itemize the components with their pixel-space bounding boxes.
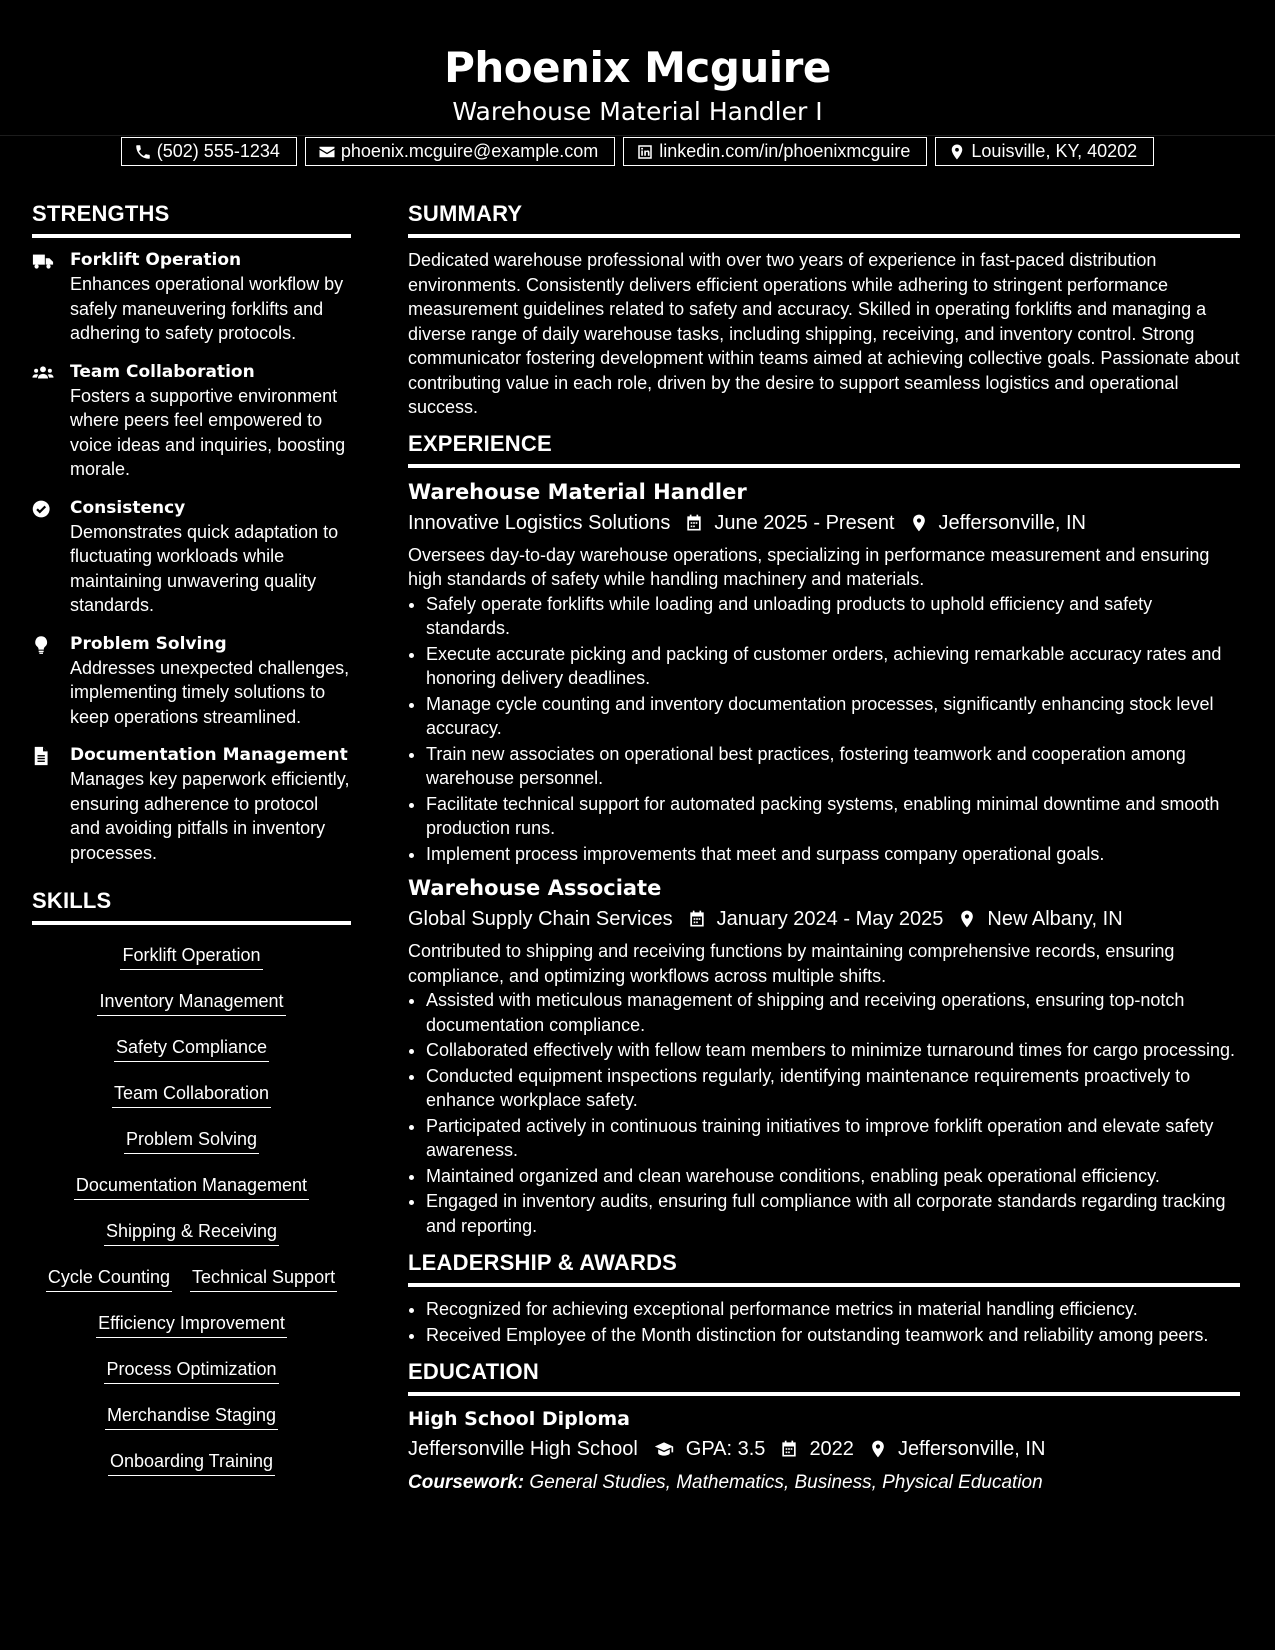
job-description: Contributed to shipping and receiving functions by maintaining comprehensive records, ensuring compliance, and optimizing workflows across multiple shifts.: [408, 941, 1175, 986]
coursework-label: Coursework:: [408, 1472, 525, 1493]
skill-tag: Process Optimization: [104, 1357, 278, 1384]
calendar-icon: [687, 909, 707, 929]
job-company: Global Supply Chain Services: [408, 908, 673, 930]
leadership-bullets: [408, 1297, 1240, 1347]
skill-tag: Merchandise Staging: [105, 1403, 278, 1430]
strength-title: Team Collaboration: [70, 361, 255, 382]
map-pin-icon: [909, 513, 929, 533]
job-bullet: • Facilitate technical support for automated packing systems, enabling minimal downtime and smooth production runs.: [426, 792, 1240, 841]
graduation-cap-icon: [652, 1439, 676, 1459]
job-bullet: • Collaborated effectively with fellow team members to minimize turnaround times for cargo processing.: [426, 1038, 1240, 1063]
summary-heading: SUMMARY: [408, 200, 1240, 238]
strength-title: Consistency: [70, 497, 186, 518]
contact-phone-text: (502) 555-1234: [156, 141, 280, 161]
job-bullet: • Participated actively in continuous training initiatives to improve forklift operation and elevate safety awareness.: [426, 1114, 1240, 1163]
check-circle-icon: [32, 499, 54, 519]
skill-tag: Team Collaboration: [112, 1081, 271, 1108]
strength-title: Documentation Management: [70, 745, 348, 765]
coursework-list: General Studies, Mathematics, Business, Physical Education: [529, 1472, 1043, 1493]
strength-item: [32, 743, 351, 865]
experience-heading: EXPERIENCE: [408, 430, 1240, 468]
education-meta: [408, 1435, 1240, 1463]
education-school: Jeffersonville High School: [408, 1438, 638, 1460]
education-gpa: GPA: 3.5: [685, 1438, 766, 1460]
education-degree: High School Diploma: [408, 1408, 630, 1430]
job-bullet: • Safely operate forklifts while loading and unloading products to uphold efficiency and safety standards.: [426, 592, 1240, 641]
education-year: 2022: [809, 1438, 854, 1460]
strength-desc: Fosters a supportive environment where peers feel empowered to voice ideas and inquiries, boosting morale.: [70, 385, 346, 479]
truck-icon: [32, 251, 54, 271]
strength-item: [32, 248, 351, 346]
strength-item: [32, 496, 351, 618]
linkedin-icon: [636, 143, 654, 161]
users-icon: [32, 363, 54, 383]
job-bullets: [408, 592, 1240, 867]
job-bullet: • Manage cycle counting and inventory documentation processes, significantly enhancing stock level accuracy.: [426, 692, 1240, 741]
education-location: Jeffersonville, IN: [897, 1438, 1046, 1460]
skill-tag: Problem Solving: [124, 1127, 259, 1154]
job-title: Warehouse Associate: [408, 876, 662, 900]
contact-phone[interactable]: [121, 137, 297, 166]
strength-item: [32, 632, 351, 730]
contact-location: [935, 137, 1154, 166]
contact-bar: [0, 137, 1275, 166]
skill-tag: Technical Support: [190, 1265, 337, 1292]
map-pin-icon: [948, 143, 966, 161]
strength-desc: Enhances operational workflow by safely maneuvering forklifts and adhering to safety protocols.: [70, 274, 344, 343]
envelope-icon: [318, 143, 336, 161]
job-company: Innovative Logistics Solutions: [408, 511, 671, 534]
job-description: Oversees day-to-day warehouse operations, specializing in performance measurement and ensuring high standards of safety while handling machinery and materials.: [408, 544, 1210, 589]
strengths-heading: STRENGTHS: [32, 200, 351, 238]
contact-email-text: phoenix.mcguire@example.com: [340, 141, 599, 161]
contact-linkedin-text: linkedin.com/in/phoenixmcguire: [659, 141, 911, 161]
skills-list: [32, 943, 351, 1495]
contact-location-text: Louisville, KY, 40202: [971, 141, 1138, 161]
skills-heading: SKILLS: [32, 887, 351, 925]
job-bullet: • Implement process improvements that meet and surpass company operational goals.: [426, 842, 1240, 867]
phone-icon: [134, 143, 152, 161]
calendar-icon: [779, 1439, 799, 1459]
strength-item: [32, 360, 351, 482]
job-bullet: • Maintained organized and clean warehouse conditions, enabling peak operational efficiency.: [426, 1164, 1240, 1189]
map-pin-icon: [868, 1439, 888, 1459]
strength-desc: Addresses unexpected challenges, implementing timely solutions to keep operations streamlined.: [70, 657, 350, 727]
calendar-icon: [684, 513, 704, 533]
document-icon: [32, 746, 54, 766]
candidate-title: Warehouse Material Handler I: [452, 97, 823, 126]
strength-title: Forklift Operation: [70, 250, 242, 270]
job-bullet: • Engaged in inventory audits, ensuring full compliance with all corporate standards regarding tracking and reporting.: [426, 1189, 1240, 1238]
skill-tag: Safety Compliance: [114, 1035, 269, 1062]
lightbulb-icon: [32, 635, 54, 655]
contact-email[interactable]: [305, 137, 615, 166]
job-title: Warehouse Material Handler: [408, 479, 747, 504]
job-meta: [408, 905, 1240, 933]
skill-tag: Inventory Management: [97, 989, 285, 1016]
award-bullet: • Recognized for achieving exceptional performance metrics in material handling efficiency.: [426, 1297, 1240, 1322]
summary-text: Dedicated warehouse professional with over two years of experience in fast-paced distribution environments. Consistently delivers efficient operations while adhering to stringent performance measurement guidelines related to safety and accuracy. Skilled in operating forklifts and managing a diverse range of daily warehouse tasks, including shipping, receiving, and inventory control. Strong communicator fostering development within teams aimed at achieving collective goals. Passionate about contributing value in each role, driven by the desire to support seamless logistics and operational success.: [408, 250, 1240, 417]
job-dates: January 2024 - May 2025: [716, 908, 944, 930]
job-location: New Albany, IN: [987, 908, 1123, 930]
leadership-heading: LEADERSHIP & AWARDS: [408, 1249, 1240, 1287]
skill-tag: Onboarding Training: [108, 1449, 275, 1476]
right-column: [408, 200, 1240, 1497]
job-bullet: • Execute accurate picking and packing of customer orders, achieving remarkable accuracy rates and honoring delivery deadlines.: [426, 642, 1240, 691]
job-bullet: • Train new associates on operational best practices, fostering teamwork and cooperation among warehouse personnel.: [426, 742, 1240, 791]
left-column: [32, 200, 351, 1495]
map-pin-icon: [957, 909, 977, 929]
job-entry: [408, 478, 1240, 867]
resume-header: [0, 0, 1275, 161]
job-bullets: [408, 988, 1240, 1238]
strength-title: Problem Solving: [70, 633, 227, 654]
education-coursework: [408, 1469, 1240, 1497]
skill-tag: Forklift Operation: [120, 943, 262, 970]
job-dates: June 2025 - Present: [714, 511, 895, 534]
job-entry: [408, 874, 1240, 1238]
skill-tag: Efficiency Improvement: [96, 1311, 287, 1338]
job-bullet: • Conducted equipment inspections regularly, identifying maintenance requirements proactively to enhance workplace safety.: [426, 1064, 1240, 1113]
job-bullet: • Assisted with meticulous management of shipping and receiving operations, ensuring top-notch documentation compliance.: [426, 988, 1240, 1037]
education-heading: EDUCATION: [408, 1358, 1240, 1396]
skill-tag: Shipping & Receiving: [104, 1219, 279, 1246]
candidate-name: Phoenix Mcguire: [444, 43, 831, 92]
award-bullet: • Received Employee of the Month distinction for outstanding teamwork and reliability among peers.: [426, 1323, 1240, 1348]
skill-tag: Documentation Management: [74, 1173, 309, 1200]
contact-linkedin[interactable]: [623, 137, 927, 166]
job-location: Jeffersonville, IN: [938, 511, 1086, 534]
skill-tag: Cycle Counting: [46, 1265, 172, 1292]
job-meta: [408, 509, 1240, 537]
strength-desc: Manages key paperwork efficiently, ensuring adherence to protocol and avoiding pitfalls in inventory processes.: [70, 769, 350, 863]
strength-desc: Demonstrates quick adaptation to fluctuating workloads while maintaining unwavering quality standards.: [70, 521, 339, 615]
